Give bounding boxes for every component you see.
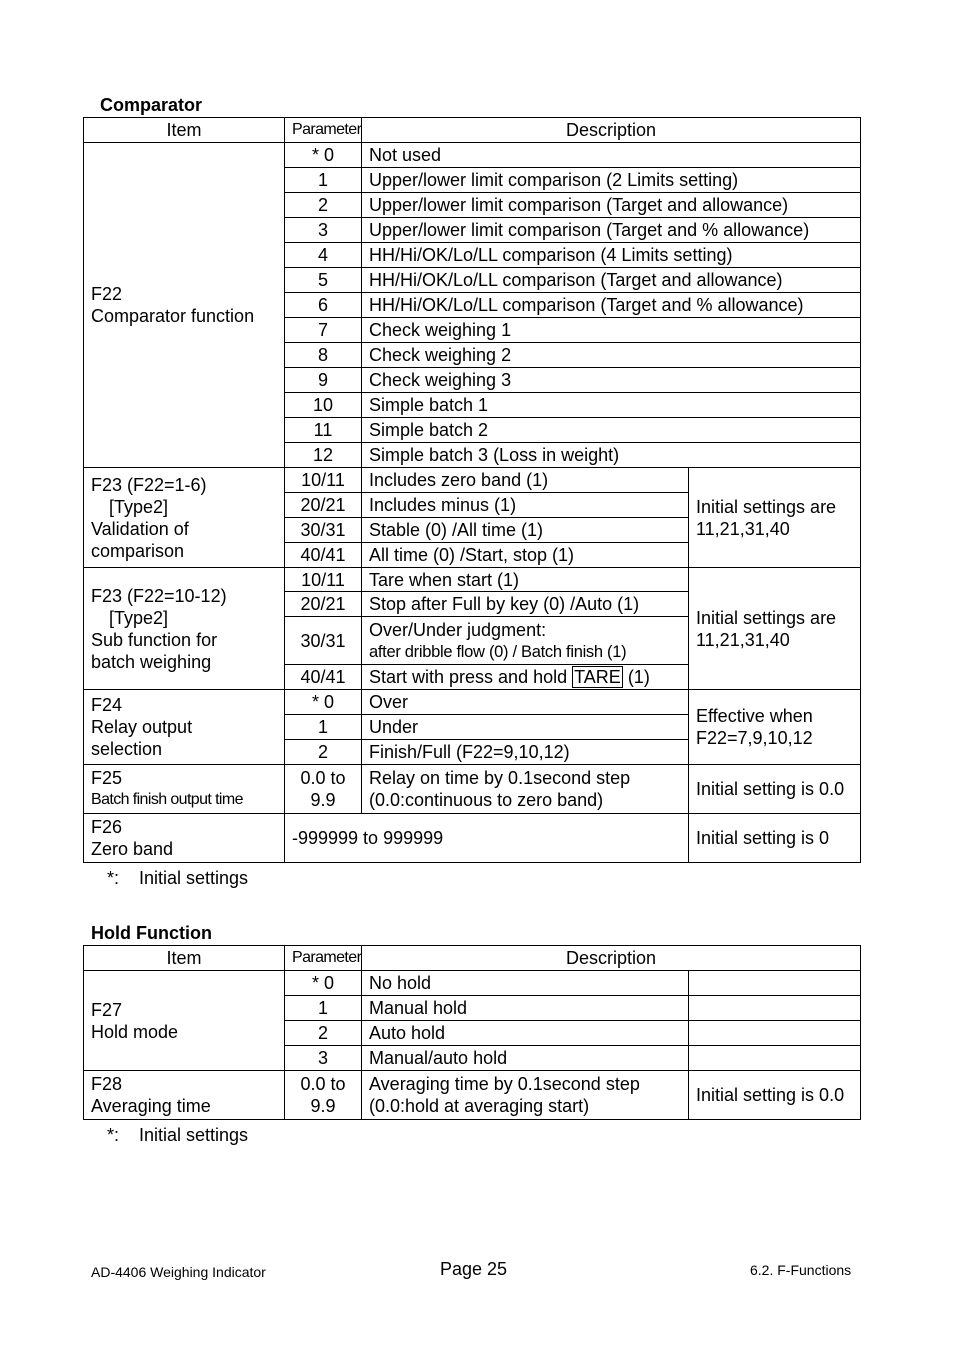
f22-param: 11 (285, 418, 362, 443)
f27-note-empty (689, 1046, 861, 1071)
f23b-param: 10/11 (285, 568, 362, 592)
f23a-line2: [Type2] (109, 496, 169, 517)
f28-param-line1: 0.0 to (300, 1074, 346, 1094)
f24-item-cell (84, 690, 285, 765)
f22-desc: Check weighing 3 (362, 368, 861, 393)
f27-line2: Hold mode (91, 1021, 179, 1042)
f28-line2: Averaging time (91, 1096, 211, 1116)
f23b-param: 20/21 (285, 592, 362, 617)
header-parameter: Parameter (285, 118, 362, 143)
f27-desc: Auto hold (362, 1021, 689, 1046)
table-row (84, 765, 861, 814)
f27-param: 3 (285, 1046, 362, 1071)
f28-desc-line1: Averaging time by 0.1second step (369, 1074, 640, 1094)
f24-desc: Over (362, 690, 689, 715)
f23b-note-line2: 11,21,31,40 (696, 629, 790, 650)
f23b-line2: [Type2] (109, 607, 169, 628)
f22-param: 3 (285, 218, 362, 243)
f26-item-cell (84, 814, 285, 863)
f23b-item-cell (84, 568, 285, 690)
f23a-note-line2: 11,21,31,40 (696, 518, 790, 539)
f22-code: F22 (91, 284, 123, 304)
f22-param: 1 (285, 168, 362, 193)
f22-param: * 0 (285, 143, 362, 168)
footer-section-name: 6.2. F-Functions (750, 1262, 852, 1278)
f23a-note-line1: Initial settings are (696, 496, 837, 517)
footer-page-number: Page 25 (440, 1259, 508, 1279)
table-row (84, 1071, 861, 1120)
f23a-param: 30/31 (285, 518, 362, 543)
f22-param: 6 (285, 293, 362, 318)
f24-param: * 0 (285, 690, 362, 715)
f22-desc: Upper/lower limit comparison (2 Limits setting) (362, 168, 861, 193)
comparator-section-title: Comparator (100, 95, 203, 115)
f22-param: 2 (285, 193, 362, 218)
comparator-footnote (107, 868, 248, 889)
f23a-item-cell (84, 468, 285, 568)
f23a-param: 40/41 (285, 543, 362, 568)
f24-note-line1: Effective when (696, 706, 813, 726)
f23b-line3: Sub function for (91, 629, 218, 650)
f23b-desc-cell (362, 617, 689, 665)
table-header-row (84, 118, 861, 143)
f22-desc: HH/Hi/OK/Lo/LL comparison (4 Limits setting) (362, 243, 861, 268)
f22-name: Comparator function (91, 306, 255, 326)
table-row (84, 468, 861, 493)
f27-param: * 0 (285, 971, 362, 996)
f28-param-line2: 9.9 (310, 1096, 336, 1116)
header-description: Description (362, 946, 861, 971)
hold-table (83, 945, 861, 1120)
f25-item-cell (84, 765, 285, 814)
f22-desc: Not used (362, 143, 861, 168)
hold-section-title: Hold Function (91, 923, 212, 943)
hold-footnote (107, 1125, 248, 1146)
footnote-text: Initial settings (139, 1125, 249, 1145)
f27-desc: No hold (362, 971, 689, 996)
f22-param: 8 (285, 343, 362, 368)
f23a-desc: Includes minus (1) (362, 493, 689, 518)
f28-line1: F28 (91, 1074, 123, 1094)
f23b-desc: Tare when start (1) (362, 568, 689, 592)
f28-desc-line2: (0.0:hold at averaging start) (369, 1096, 590, 1116)
f22-desc: Upper/lower limit comparison (Target and % allowance) (362, 218, 861, 243)
f28-item-cell (84, 1071, 285, 1120)
f27-desc: Manual hold (362, 996, 689, 1021)
f24-note-line2: F22=7,9,10,12 (696, 728, 813, 748)
tare-key-label: TARE (574, 667, 621, 687)
f23a-desc: All time (0) /Start, stop (1) (362, 543, 689, 568)
f26-note: Initial setting is 0 (689, 814, 861, 863)
f24-line1: F24 (91, 695, 123, 715)
f23a-desc: Includes zero band (1) (362, 468, 689, 493)
f23a-line3: Validation of (91, 518, 189, 539)
f23a-line1: F23 (F22=1-6) (91, 474, 207, 495)
f27-param: 2 (285, 1021, 362, 1046)
f26-line2: Zero band (91, 839, 174, 859)
f23b-desc: Stop after Full by key (0) /Auto (1) (362, 592, 689, 617)
f23a-note-cell (689, 468, 861, 568)
f23b-desc-line1: Over/Under judgment: (369, 619, 547, 640)
footnote-text: Initial settings (139, 868, 249, 888)
f25-line1: F25 (91, 768, 123, 788)
f25-desc-cell (362, 765, 689, 814)
f24-desc: Under (362, 715, 689, 740)
f23a-desc: Stable (0) /All time (1) (362, 518, 689, 543)
f22-desc: Check weighing 1 (362, 318, 861, 343)
f22-desc: Simple batch 3 (Loss in weight) (362, 443, 861, 468)
f28-desc-cell (362, 1071, 689, 1120)
footnote-mark: *: (107, 1125, 120, 1145)
f27-param: 1 (285, 996, 362, 1021)
f24-line2: Relay output (91, 717, 193, 737)
f23b-desc-cell (362, 665, 689, 690)
f27-line1: F27 (91, 999, 123, 1020)
f23b-line4: batch weighing (91, 651, 212, 672)
f25-note: Initial setting is 0.0 (689, 765, 861, 814)
f24-desc: Finish/Full (F22=9,10,12) (362, 740, 689, 765)
f25-param-cell (285, 765, 362, 814)
f24-param: 1 (285, 715, 362, 740)
header-parameter: Parameter (285, 946, 362, 971)
f22-param: 12 (285, 443, 362, 468)
f23b-note-cell (689, 568, 861, 690)
f26-line1: F26 (91, 817, 123, 837)
f22-param: 7 (285, 318, 362, 343)
f23b-desc-post: (1) (627, 667, 650, 687)
f22-item-cell (84, 143, 285, 468)
table-header-row (84, 946, 861, 971)
f22-desc: Simple batch 1 (362, 393, 861, 418)
f25-param-line1: 0.0 to (300, 768, 346, 788)
f22-desc: HH/Hi/OK/Lo/LL comparison (Target and allowance) (362, 268, 861, 293)
f27-note-empty (689, 996, 861, 1021)
f26-range: -999999 to 999999 (285, 814, 689, 863)
comparator-table (83, 117, 861, 863)
f23b-line1: F23 (F22=10-12) (91, 585, 227, 606)
table-row (84, 690, 861, 715)
f23a-line4: comparison (91, 540, 185, 561)
f23a-param: 10/11 (285, 468, 362, 493)
f24-note-cell (689, 690, 861, 765)
f27-note-empty (689, 1021, 861, 1046)
table-row (84, 568, 861, 592)
f22-desc: Check weighing 2 (362, 343, 861, 368)
f23b-note-line1: Initial settings are (696, 607, 837, 628)
f28-note: Initial setting is 0.0 (689, 1071, 861, 1120)
f23b-desc-line2: after dribble flow (0) / Batch finish (1) (369, 642, 627, 661)
f25-line2: Batch finish output time (91, 791, 243, 808)
f22-desc: Upper/lower limit comparison (Target and allowance) (362, 193, 861, 218)
f22-param: 9 (285, 368, 362, 393)
f23b-desc-pre: Start with press and hold (369, 667, 568, 687)
f22-param: 10 (285, 393, 362, 418)
f22-param: 4 (285, 243, 362, 268)
f24-param: 2 (285, 740, 362, 765)
f22-desc: Simple batch 2 (362, 418, 861, 443)
f25-desc-line2: (0.0:continuous to zero band) (369, 790, 604, 810)
f22-desc: HH/Hi/OK/Lo/LL comparison (Target and % allowance) (362, 293, 861, 318)
table-row (84, 814, 861, 863)
footnote-mark: *: (107, 868, 120, 888)
f27-item-cell (84, 971, 285, 1071)
f23b-param: 30/31 (285, 617, 362, 665)
header-item: Item (84, 118, 285, 143)
footer-document-name: AD-4406 Weighing Indicator (91, 1264, 266, 1280)
f25-desc-line1: Relay on time by 0.1second step (369, 768, 631, 788)
f24-line3: selection (91, 739, 163, 759)
f22-param: 5 (285, 268, 362, 293)
f23a-param: 20/21 (285, 493, 362, 518)
table-row (84, 971, 861, 996)
f27-note-empty (689, 971, 861, 996)
header-description: Description (362, 118, 861, 143)
f23b-param: 40/41 (285, 665, 362, 690)
f27-desc: Manual/auto hold (362, 1046, 689, 1071)
table-row (84, 143, 861, 168)
header-item: Item (84, 946, 285, 971)
f28-param-cell (285, 1071, 362, 1120)
f25-param-line2: 9.9 (310, 790, 336, 810)
